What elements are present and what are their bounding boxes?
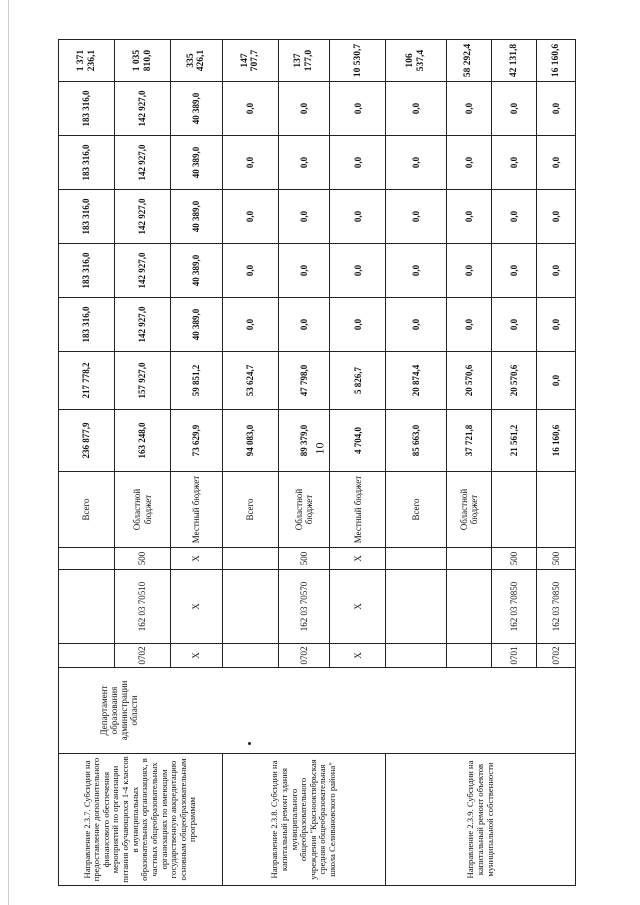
funding-source-cell: Областной бюджет: [446, 472, 491, 548]
year-value-cell: 142 927,0: [115, 298, 171, 352]
vr-code-cell: [222, 548, 278, 570]
year-value-cell: 94 083,0: [222, 410, 278, 472]
year-value-cell: 0,0: [278, 136, 330, 190]
csr-code-cell: 162 03 70510: [115, 570, 171, 644]
rz-code-cell: [446, 644, 491, 668]
vr-code-cell: [59, 548, 115, 570]
year-value-cell: 85 663,0: [386, 410, 446, 472]
year-value-cell: 40 389,0: [171, 298, 223, 352]
year-value-cell: 0,0: [386, 190, 446, 244]
year-value-cell: 0,0: [446, 244, 491, 298]
year-value-cell: 0,0: [537, 190, 576, 244]
year-value-cell: 0,0: [537, 298, 576, 352]
year-value-cell: 0,0: [491, 298, 536, 352]
total-value-cell: 58 292,4: [446, 40, 491, 82]
csr-code-cell: Х: [171, 570, 223, 644]
year-value-cell: 53 624,7: [222, 352, 278, 410]
rz-code-cell: Х: [330, 644, 386, 668]
rz-code-cell: 0701: [491, 644, 536, 668]
year-value-cell: 0,0: [222, 298, 278, 352]
csr-code-cell: [222, 570, 278, 644]
year-value-cell: 142 927,0: [115, 82, 171, 136]
year-value-cell: 47 798,0: [278, 352, 330, 410]
funding-source-cell: Всего: [59, 472, 115, 548]
year-value-cell: 0,0: [330, 136, 386, 190]
year-value-cell: 0,0: [386, 244, 446, 298]
year-value-cell: 0,0: [446, 298, 491, 352]
year-value-cell: 37 721,8: [446, 410, 491, 472]
year-value-cell: 0,0: [278, 82, 330, 136]
year-value-cell: 0,0: [278, 244, 330, 298]
year-value-cell: 89 379,0: [278, 410, 330, 472]
year-value-cell: 21 561,2: [491, 410, 536, 472]
year-value-cell: 0,0: [330, 82, 386, 136]
table-row: [386, 40, 446, 886]
year-value-cell: 0,0: [222, 244, 278, 298]
executor-cell: Департамент образования администрации области: [59, 668, 576, 754]
vr-code-cell: Х: [171, 548, 223, 570]
year-value-cell: 157 927,0: [115, 352, 171, 410]
year-value-cell: 0,0: [537, 136, 576, 190]
rz-code-cell: [386, 644, 446, 668]
year-value-cell: 183 316,0: [59, 298, 115, 352]
csr-code-cell: 162 03 70850: [491, 570, 536, 644]
csr-code-cell: 162 03 70570: [278, 570, 330, 644]
year-value-cell: 0,0: [491, 136, 536, 190]
total-value-cell: 1 035 810,0: [115, 40, 171, 82]
direction-cell: Направление 2.3.8. Субсидии на капитальный ремонт здания муниципального общеобразовательного учреждения "Краснооктябрьская средняя общеобразовательная школа Селивановского района": [222, 754, 386, 886]
direction-cell: Направление 2.3.9. Субсидии на капитальный ремонт объектов муниципальной собственности: [386, 754, 576, 886]
rotated-table-wrapper: [58, 40, 576, 886]
year-value-cell: 0,0: [491, 244, 536, 298]
year-value-cell: 0,0: [222, 190, 278, 244]
budget-table-body: [59, 40, 576, 886]
funding-source-cell: Всего: [222, 472, 278, 548]
year-value-cell: 0,0: [537, 352, 576, 410]
rz-code-cell: 0702: [537, 644, 576, 668]
year-value-cell: 142 927,0: [115, 190, 171, 244]
year-value-cell: 0,0: [278, 190, 330, 244]
year-value-cell: 0,0: [446, 82, 491, 136]
year-value-cell: 0,0: [446, 190, 491, 244]
funding-source-cell: [491, 472, 536, 548]
table-row: [222, 40, 278, 886]
csr-code-cell: 162 03 70850: [537, 570, 576, 644]
total-value-cell: 335 426,1: [171, 40, 223, 82]
year-value-cell: 0,0: [537, 244, 576, 298]
vr-code-cell: 500: [278, 548, 330, 570]
year-value-cell: 0,0: [222, 136, 278, 190]
funding-source-cell: Местный бюджет: [330, 472, 386, 548]
csr-code-cell: Х: [330, 570, 386, 644]
year-value-cell: 0,0: [386, 82, 446, 136]
year-value-cell: 4 704,0: [330, 410, 386, 472]
vr-code-cell: Х: [330, 548, 386, 570]
page-left-edge: [8, 0, 9, 905]
csr-code-cell: [386, 570, 446, 644]
year-value-cell: 183 316,0: [59, 244, 115, 298]
year-value-cell: 0,0: [446, 136, 491, 190]
total-value-cell: 137 177,0: [278, 40, 330, 82]
vr-code-cell: 500: [115, 548, 171, 570]
year-value-cell: 0,0: [278, 298, 330, 352]
funding-source-cell: [537, 472, 576, 548]
year-value-cell: 20 570,6: [491, 352, 536, 410]
year-value-cell: 5 826,7: [330, 352, 386, 410]
csr-code-cell: [59, 570, 115, 644]
year-value-cell: 0,0: [386, 298, 446, 352]
funding-source-cell: Местный бюджет: [171, 472, 223, 548]
rz-code-cell: [59, 644, 115, 668]
funding-source-cell: Областной бюджет: [278, 472, 330, 548]
direction-cell: Направление 2.3.7. Субсидии на предоставление дополнительного финансового обеспечения мероприятий по организации питания обучающихся 1-4 классов в муниципальных образовательных организациях, в частных общеобразовательных организациях по имеющим государственную аккредитацию основным общеобразовательным программам: [59, 754, 223, 886]
vr-code-cell: 500: [537, 548, 576, 570]
year-value-cell: 0,0: [330, 298, 386, 352]
rz-code-cell: 0702: [278, 644, 330, 668]
rz-code-cell: [222, 644, 278, 668]
year-value-cell: 0,0: [330, 244, 386, 298]
total-value-cell: 106 537,4: [386, 40, 446, 82]
year-value-cell: 236 877,9: [59, 410, 115, 472]
vr-code-cell: [446, 548, 491, 570]
year-value-cell: 183 316,0: [59, 136, 115, 190]
year-value-cell: 0,0: [386, 136, 446, 190]
year-value-cell: 163 248,0: [115, 410, 171, 472]
vr-code-cell: 500: [491, 548, 536, 570]
year-value-cell: 183 316,0: [59, 190, 115, 244]
year-value-cell: 16 160,6: [537, 410, 576, 472]
year-value-cell: 73 629,9: [171, 410, 223, 472]
total-value-cell: 16 160,6: [537, 40, 576, 82]
year-value-cell: 0,0: [222, 82, 278, 136]
funding-source-cell: Областной бюджет: [115, 472, 171, 548]
year-value-cell: 0,0: [330, 190, 386, 244]
vr-code-cell: [386, 548, 446, 570]
year-value-cell: 217 778,2: [59, 352, 115, 410]
year-value-cell: 183 316,0: [59, 82, 115, 136]
year-value-cell: 59 851,2: [171, 352, 223, 410]
year-value-cell: 20 570,6: [446, 352, 491, 410]
total-value-cell: 1 371 236,1: [59, 40, 115, 82]
year-value-cell: 142 927,0: [115, 244, 171, 298]
total-value-cell: 10 530,7: [330, 40, 386, 82]
year-value-cell: 40 389,0: [171, 82, 223, 136]
year-value-cell: 0,0: [537, 82, 576, 136]
csr-code-cell: [446, 570, 491, 644]
year-value-cell: 40 389,0: [171, 136, 223, 190]
year-value-cell: 40 389,0: [171, 244, 223, 298]
year-value-cell: 20 874,4: [386, 352, 446, 410]
rz-code-cell: 0702: [115, 644, 171, 668]
rz-code-cell: Х: [171, 644, 223, 668]
table-row: [59, 40, 115, 886]
total-value-cell: 42 131,8: [491, 40, 536, 82]
year-value-cell: 0,0: [491, 82, 536, 136]
funding-source-cell: Всего: [386, 472, 446, 548]
budget-table: [58, 39, 576, 886]
total-value-cell: 147 707,7: [222, 40, 278, 82]
year-value-cell: 40 389,0: [171, 190, 223, 244]
year-value-cell: 142 927,0: [115, 136, 171, 190]
page-number: 10: [312, 442, 327, 455]
year-value-cell: 0,0: [491, 190, 536, 244]
